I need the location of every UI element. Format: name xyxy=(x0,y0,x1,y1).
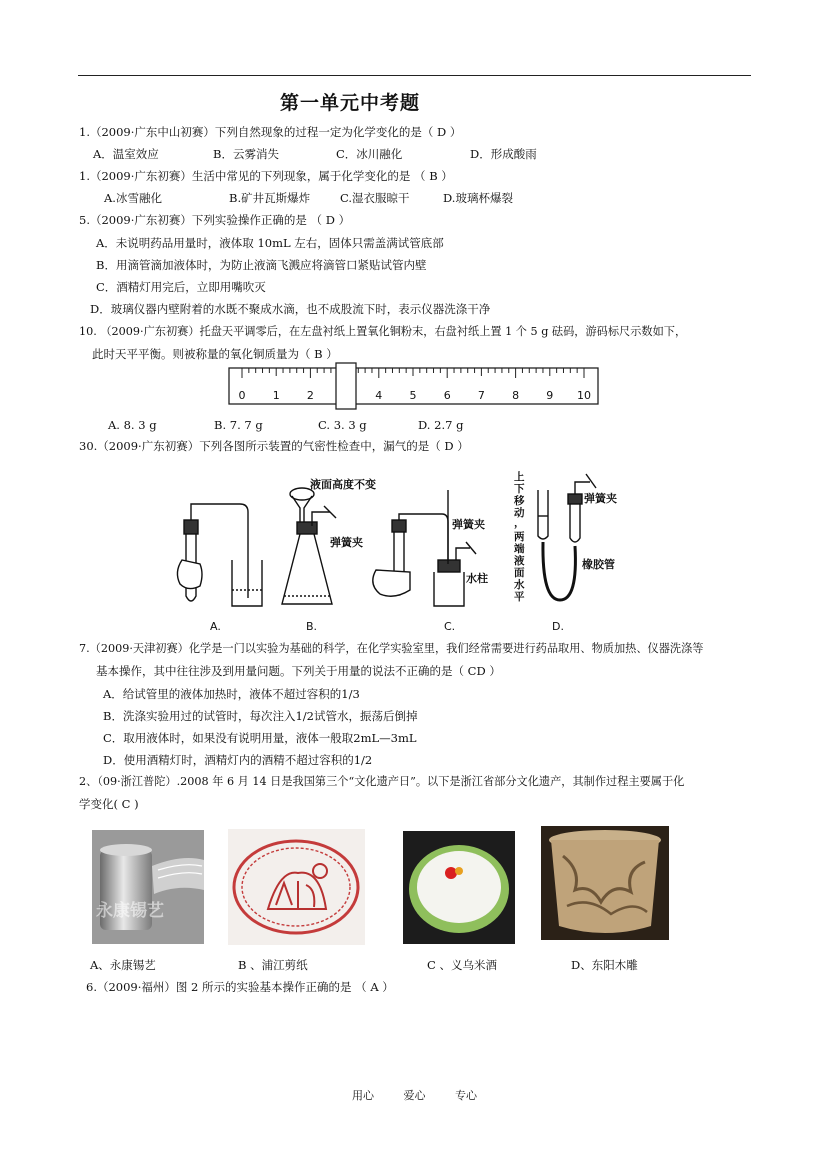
footer-word: 专心 xyxy=(455,1089,477,1102)
ruler-label: 9 xyxy=(546,389,554,402)
option: B．用滴管滴加液体时，为防止液滴飞溅应将滴管口紧贴试管内壁 xyxy=(96,258,427,272)
photo-caption: C 、义乌米酒 xyxy=(427,958,497,972)
question-stem-cont: 基本操作，其中往往涉及到用量问题。下列关于用量的说法不正确的是（ CD ） xyxy=(96,664,501,678)
option: B. 7. 7 g xyxy=(214,418,263,432)
label-clamp-b: 弹簧夹 xyxy=(330,536,363,549)
option: B．洗涤实验用过的试管时，每次注入1/2试管水，振荡后倒掉 xyxy=(103,709,418,723)
option: C．冰川融化 xyxy=(336,147,403,161)
page-footer xyxy=(352,1087,503,1103)
footer-word: 爱心 xyxy=(403,1089,426,1102)
label-clamp-c: 弹簧夹 xyxy=(452,518,485,531)
apparatus-c xyxy=(373,490,476,606)
option: D．使用酒精灯时，酒精灯内的酒精不超过容积的1/2 xyxy=(103,753,373,767)
question-stem: 1.（2009·广东中山初赛）下列自然现象的过程一定为化学变化的是（ D ） xyxy=(79,125,462,139)
option: A．给试管里的液体加热时，液体不超过容积的1/3 xyxy=(103,687,360,701)
question-stem-cont: 此时天平平衡。则被称量的氧化铜质量为（ B ） xyxy=(92,347,338,361)
question-stem: 2、（09·浙江普陀）.2008 年 6 月 14 日是我国第三个“文化遗产日”。以下是浙江省部分文化遗产，其制作过程主要属于化 xyxy=(79,775,685,788)
option: C．酒精灯用完后，立即用嘴吹灭 xyxy=(96,280,266,294)
apparatus-a xyxy=(177,504,262,606)
watermark-text: 永康锡艺 xyxy=(96,901,164,921)
ruler-label: 6 xyxy=(443,389,451,402)
photo-tin-craft xyxy=(92,830,204,944)
ruler-label: 0 xyxy=(238,389,246,402)
option: D. 2.7 g xyxy=(418,418,464,432)
label-rubber-tube: 橡胶管 xyxy=(582,558,615,571)
question-stem: 7.（2009·天津初赛）化学是一门以实验为基础的科学，在化学实验室里，我们经常需要进行药品取用、物质加热、仪器洗涤等 xyxy=(79,642,704,655)
rider-slider xyxy=(336,363,356,409)
label-clamp-d: 弹簧夹 xyxy=(584,492,617,505)
option: C．取用液体时，如果没有说明用量，液体一般取2mL—3mL xyxy=(103,731,417,745)
label-water-column: 水柱 xyxy=(466,572,488,585)
page-title: 第一单元中考题 xyxy=(280,92,421,114)
label-vertical-move: 上下移动，两端液面水平 xyxy=(514,471,525,603)
ruler-label: 8 xyxy=(512,389,520,402)
photo-paper-cut xyxy=(228,829,365,945)
question-stem: 5.（2009·广东初赛）下列实验操作正确的是 （ D ） xyxy=(79,213,351,227)
figure-letter: D. xyxy=(552,620,564,632)
question-stem-cont: 学变化( C ) xyxy=(79,797,139,811)
question-stem: 10. （2009·广东初赛）托盘天平调零后，在左盘衬纸上置氧化铜粉末，右盘衬纸上置 1 个 5 g 砝码，游码标尺示数如下， xyxy=(79,325,687,338)
ruler-label: 7 xyxy=(477,389,485,402)
photo-rice-wine xyxy=(403,831,515,944)
question-stem: 30.（2009·广东初赛）下列各图所示装置的气密性检查中，漏气的是（ D ） xyxy=(79,439,469,453)
apparatus-b xyxy=(282,488,336,604)
option: A. 8. 3 g xyxy=(108,418,157,432)
ruler-label: 2 xyxy=(306,389,314,402)
photo-caption: A、永康锡艺 xyxy=(90,958,156,972)
option: D．玻璃仪器内壁附着的水既不聚成水滴，也不成股流下时，表示仪器洗涤干净 xyxy=(90,302,491,316)
ruler-label: 1 xyxy=(272,389,280,402)
figure-letter: A. xyxy=(210,620,221,632)
option: B.矿井瓦斯爆炸 xyxy=(229,191,311,205)
option: D.玻璃杯爆裂 xyxy=(443,191,513,205)
label-liquid-level: 液面高度不变 xyxy=(310,478,376,491)
option: A．未说明药品用量时，液体取 10mL 左右，固体只需盖满试管底部 xyxy=(96,236,444,250)
figure-letter: B. xyxy=(306,620,318,632)
airtightness-figure xyxy=(170,460,630,632)
header-rule xyxy=(78,75,751,76)
footer-word: 用心 xyxy=(352,1089,374,1102)
option: A．温室效应 xyxy=(93,147,159,161)
ruler-label: 4 xyxy=(375,389,383,402)
figure-letter: C. xyxy=(444,620,456,632)
ruler-label: 10 xyxy=(577,389,591,402)
question-stem: 1.（2009·广东初赛）生活中常见的下列现象，属于化学变化的是 （ B ） xyxy=(79,169,453,183)
option: C. 3. 3 g xyxy=(318,418,367,432)
option: A.冰雪融化 xyxy=(104,191,162,205)
photo-caption: B 、浦江剪纸 xyxy=(238,958,308,972)
ruler-label: 5 xyxy=(409,389,417,402)
option: D．形成酸雨 xyxy=(470,147,537,161)
question-stem: 6.（2009·福州）图 2 所示的实验基本操作正确的是 （ A ） xyxy=(86,980,394,994)
option: C.湿衣服晾干 xyxy=(340,191,410,205)
photo-caption: D、东阳木雕 xyxy=(571,958,638,972)
photo-wood-carving xyxy=(541,826,669,940)
option: B．云雾消失 xyxy=(213,147,279,161)
rider-scale-ruler xyxy=(228,362,600,412)
